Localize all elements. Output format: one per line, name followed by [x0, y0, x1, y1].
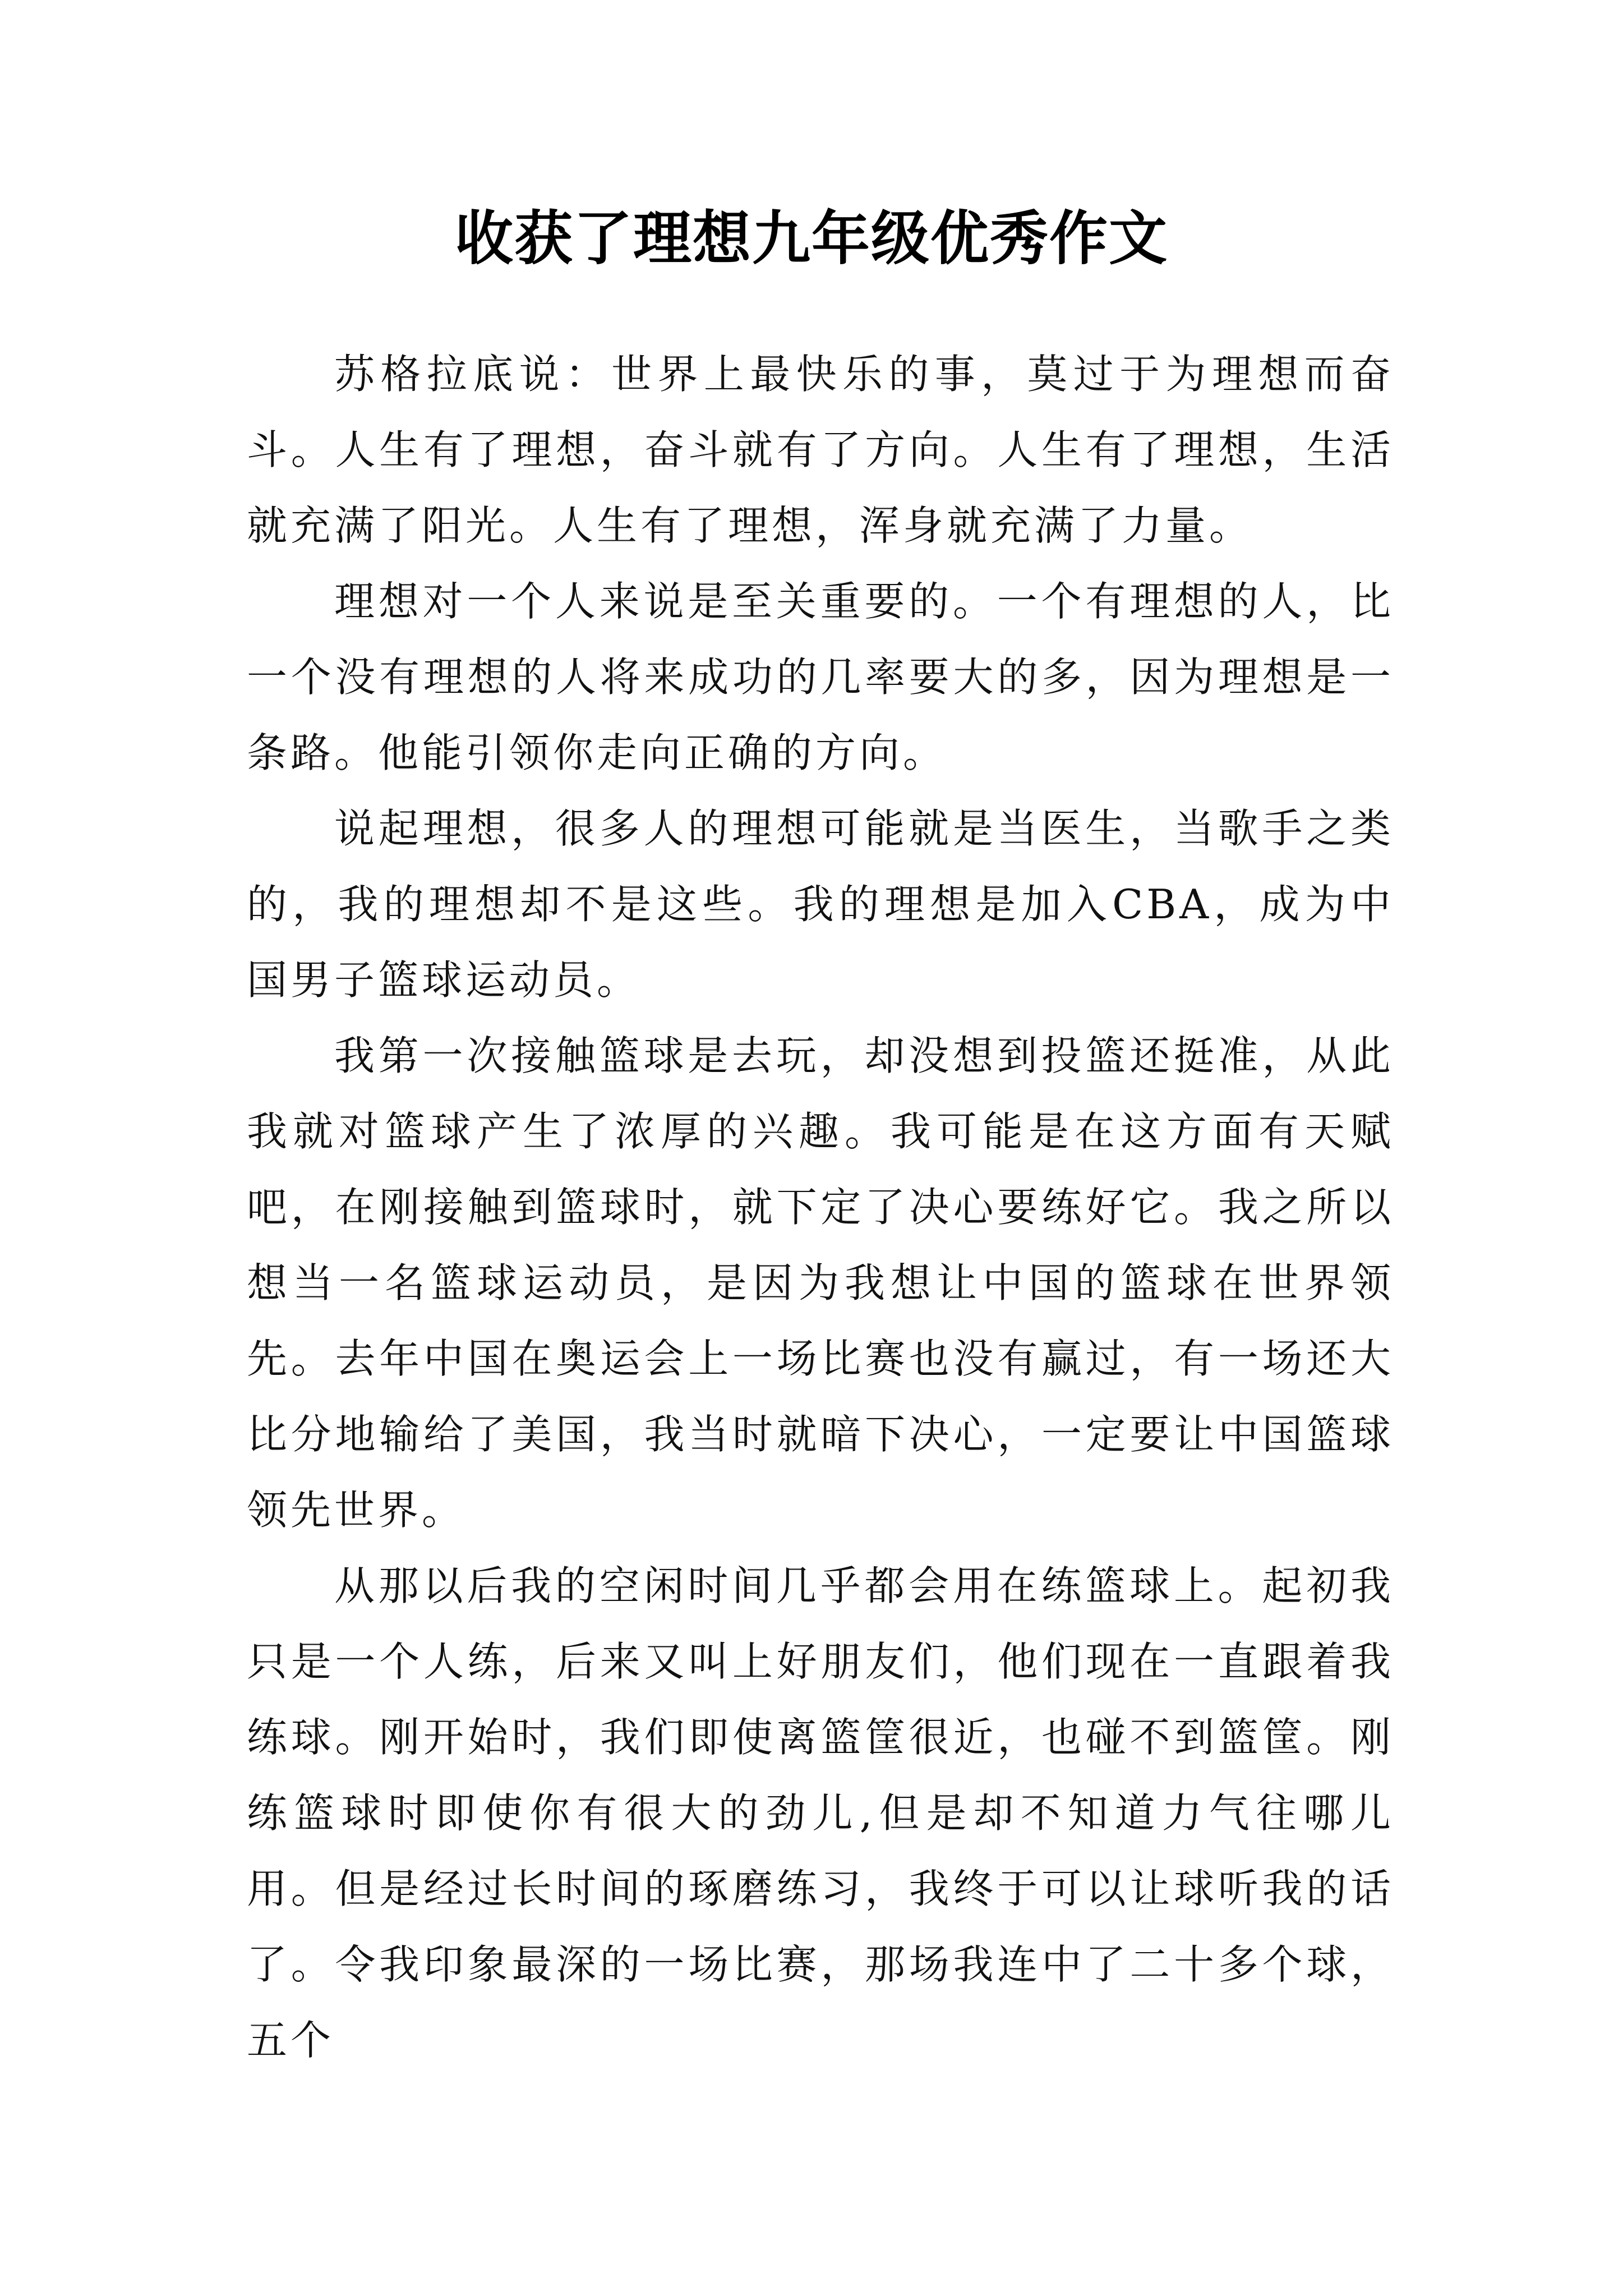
- paragraph-5: 从那以后我的空闲时间几乎都会用在练篮球上。起初我只是一个人练，后来又叫上好朋友们，他们现在一直跟着我练球。刚开始时，我们即使离篮筐很近，也碰不到篮筐。刚练篮球时即使你有很大的劲儿,但是却不知道力气往哪儿用。但是经过长时间的琢磨练习，我终于可以让球听我的话了。令我印象最深的一场比赛，那场我连中了二十多个球，五个: [247, 1562, 1394, 2064]
- paragraph-4: 我第一次接触篮球是去玩，却没想到投篮还挺准，从此我就对篮球产生了浓厚的兴趣。我可能是在这方面有天赋吧，在刚接触到篮球时，就下定了决心要练好它。我之所以想当一名篮球运动员，是因为我想让中国的篮球在世界领先。去年中国在奥运会上一场比赛也没有赢过，有一场还大比分地输给了美国，我当时就暗下决心，一定要让中国篮球领先世界。: [247, 1032, 1394, 1534]
- paragraph-2: 理想对一个人来说是至关重要的。一个有理想的人，比一个没有理想的人将来成功的几率要大的多，因为理想是一条路。他能引领你走向正确的方向。: [247, 578, 1394, 776]
- paragraph-3: 说起理想，很多人的理想可能就是当医生，当歌手之类的，我的理想却不是这些。我的理想是加入CBA，成为中国男子篮球运动员。: [247, 805, 1394, 1004]
- document-title: 收获了理想九年级优秀作文: [454, 204, 1168, 273]
- document-body: [247, 337, 1394, 2078]
- paragraph-1: 苏格拉底说：世界上最快乐的事，莫过于为理想而奋斗。人生有了理想，奋斗就有了方向。人生有了理想，生活就充满了阳光。人生有了理想，浑身就充满了力量。: [247, 351, 1394, 549]
